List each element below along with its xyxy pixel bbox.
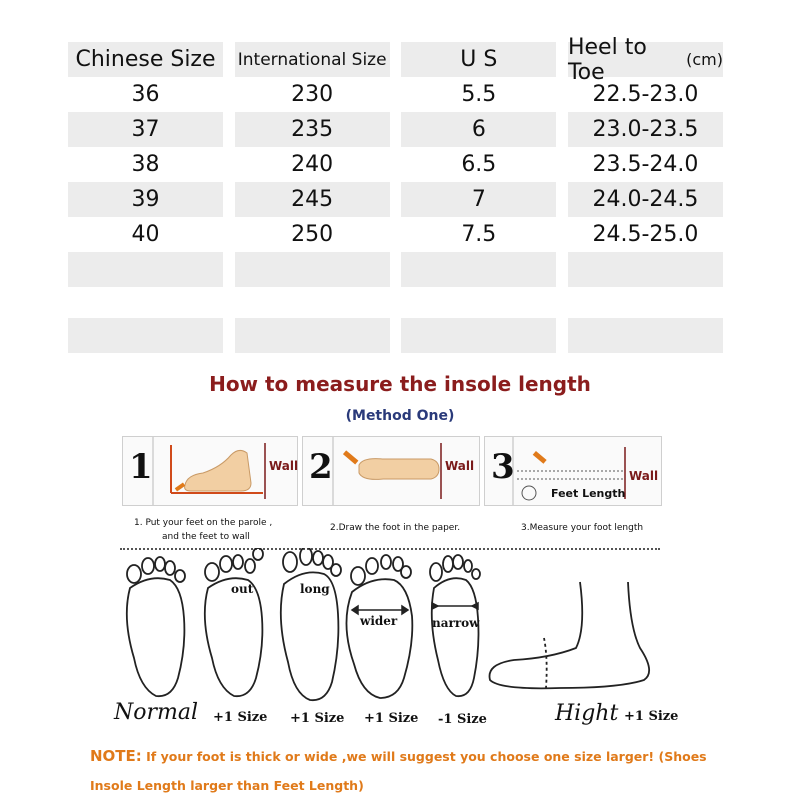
table-cell-empty	[68, 252, 223, 287]
table-cell: 6	[401, 112, 556, 147]
foot-wider-label: wider	[360, 614, 398, 628]
foot-narrow-label: narrow	[432, 616, 480, 630]
feet-illustration	[100, 548, 700, 708]
step-3-panel	[484, 436, 662, 506]
foot-normal-label: Normal	[114, 700, 199, 725]
table-row	[68, 217, 723, 252]
step-1-caption-line-1: 1. Put your feet on the parole ,	[134, 518, 273, 528]
foot-out-size: +1 Size	[213, 710, 268, 725]
table-cell: 24.0-24.5	[568, 182, 723, 217]
table-row	[68, 77, 723, 112]
foot-long-size: +1 Size	[290, 711, 345, 726]
note-body: If your foot is thick or wide ,we will suggest you choose one size larger! (Shoes Insole Length larger than Feet Length)	[90, 749, 707, 793]
header-chinese-size: Chinese Size	[68, 42, 223, 77]
size-table	[68, 34, 723, 354]
table-cell: 40	[131, 222, 160, 247]
step-2-caption: 2.Draw the foot in the paper.	[330, 523, 461, 533]
foot-long-label: long	[300, 582, 330, 596]
step-2-number: 2	[309, 447, 333, 487]
table-gap	[68, 288, 723, 318]
table-header-row	[68, 34, 723, 85]
table-cell: 7.5	[461, 222, 497, 247]
step-3-number: 3	[491, 447, 515, 487]
foot-high-size: +1 Size	[624, 709, 679, 724]
table-cell-empty	[235, 252, 390, 287]
header-heel-to-toe	[567, 34, 723, 85]
header-heel-to-toe-label: Heel to Toe	[567, 34, 647, 85]
table-cell-empty	[568, 252, 723, 287]
table-cell: 22.5-23.0	[592, 82, 699, 107]
table-cell: 37	[68, 112, 223, 147]
step-1-panel	[122, 436, 298, 506]
step-3-wall-label: Wall	[629, 469, 659, 483]
table-row-empty	[68, 252, 723, 288]
table-row	[68, 147, 723, 182]
table-cell: 235	[235, 112, 390, 147]
table-cell-empty	[401, 252, 556, 287]
foot-out-label: out	[231, 582, 254, 596]
table-cell: 5.5	[461, 82, 497, 107]
step-2-wall-label: Wall	[445, 459, 475, 473]
note-text	[90, 742, 740, 800]
table-row	[68, 112, 723, 147]
step-1-caption-line-2: and the feet to wall	[162, 532, 250, 542]
table-cell: 245	[235, 182, 390, 217]
table-cell: 38	[131, 152, 160, 177]
step-1-wall-label: Wall	[269, 459, 299, 473]
feet-length-label: Feet Length	[551, 487, 626, 500]
note-tag: NOTE:	[90, 747, 142, 765]
table-cell: 24.5-25.0	[592, 222, 699, 247]
foot-narrow-size: -1 Size	[438, 712, 487, 727]
measure-title: How to measure the insole length	[209, 372, 591, 396]
method-label: (Method One)	[345, 408, 455, 424]
table-cell-empty	[568, 318, 723, 353]
table-cell: 250	[291, 222, 334, 247]
table-cell: 240	[291, 152, 334, 177]
table-cell-empty	[401, 318, 556, 353]
table-cell-empty	[68, 318, 223, 353]
step-2-panel	[302, 436, 480, 506]
table-cell: 39	[68, 182, 223, 217]
table-cell-empty	[235, 318, 390, 353]
table-cell: 36	[131, 82, 160, 107]
table-row	[68, 182, 723, 217]
table-cell: 7	[401, 182, 556, 217]
header-international-size: International Size	[235, 42, 390, 77]
table-cell: 23.5-24.0	[592, 152, 699, 177]
foot-high-label: Hight	[555, 701, 619, 726]
step-3-caption: 3.Measure your foot length	[521, 523, 644, 533]
table-cell: 23.0-23.5	[568, 112, 723, 147]
header-unit: (cm)	[686, 50, 723, 69]
step-1-number: 1	[129, 447, 153, 487]
table-row-empty	[68, 318, 723, 354]
table-cell: 6.5	[461, 152, 497, 177]
header-us-size: U S	[401, 42, 556, 77]
table-cell: 230	[291, 82, 334, 107]
foot-wider-size: +1 Size	[364, 711, 419, 726]
